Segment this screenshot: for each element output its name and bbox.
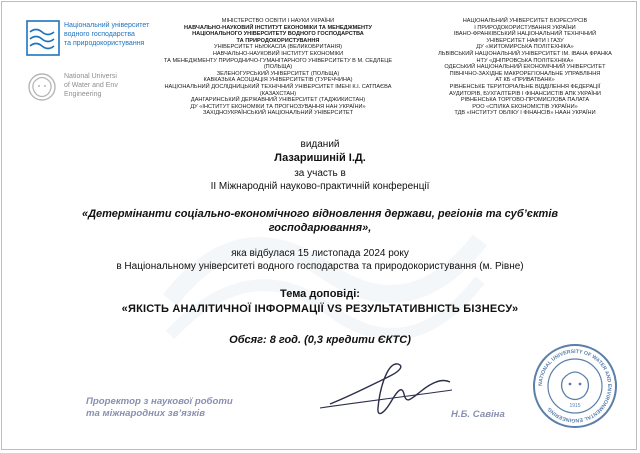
handwritten-signature (300, 356, 460, 426)
organizer-line: АТ КБ «ПРИВАТБАНК» (495, 77, 555, 84)
participation-label: за участь в (294, 168, 346, 179)
svg-text:NATIONAL UNIVERSITY OF WATER A (538, 349, 612, 423)
report-topic: «ЯКІСТЬ АНАЛІТИЧНОЇ ІНФОРМАЦІЇ VS РЕЗУЛЬТАТИВНІСТЬ БІЗНЕСУ» (121, 303, 519, 315)
university-seal (532, 343, 618, 429)
conference-title-line-1: «Детермінанти соціально-економічного відновлення держави, регіонів та суб’єктів (81, 208, 559, 220)
organizer-line: АУДИТОРІВ, БУХГАЛТЕРІВ І ФІНАНСИСТІВ АПК УКРАЇНИ (449, 90, 601, 97)
organizer-line: ДАНГАРИНСЬКИЙ ДЕРЖАВНИЙ УНІВЕРСИТЕТ (ТАДЖИКИСТАН) (190, 97, 366, 104)
organizer-line: ЛЬВІВСЬКИЙ НАЦІОНАЛЬНИЙ УНІВЕРСИТЕТ ІМ. ІВАНА ФРАНКА (438, 50, 612, 57)
issued-label: виданий (300, 139, 340, 150)
organizer-line: ДУ «ЖИТОМИРСЬКА ПОЛІТЕХНІКА» (476, 44, 574, 51)
seal-ring-text: NATIONAL UNIVERSITY OF WATER AND ENVIRONMENTAL ENGINEERING (537, 348, 613, 424)
signer-position-line-2: та міжнародних зв’язків (86, 408, 206, 419)
organizer-line: ТДВ «ІНСТИТУТ ОБЛІКУ І ФІНАНСІВ» НААН УКРАЇНИ (454, 110, 596, 117)
organizer-line: ОДЕСЬКИЙ НАЦІОНАЛЬНИЙ ЕКОНОМІЧНИЙ УНІВЕРСИТЕТ (444, 64, 606, 71)
topic-label: Тема доповіді: (280, 288, 360, 300)
organizer-line: НАЦІОНАЛЬНИЙ ДОСЛІДНИЦЬКИЙ ТЕХНІЧНИЙ УНІВЕРСИТЕТ ІМЕНІ К.І. САТПАЄВА (164, 83, 392, 90)
organizer-line: НАВЧАЛЬНО-НАУКОВИЙ ІНСТИТУТ ЕКОНОМІКИ ТА МЕНЕДЖМЕНТУ (184, 24, 372, 31)
organizer-line: ІВАНО-ФРАНКІВСЬКИЙ НАЦІОНАЛЬНИЙ ТЕХНІЧНИЙ (453, 31, 597, 38)
organizer-line: ЗАХІДНОУКРАЇНСЬКИЙ НАЦІОНАЛЬНИЙ УНІВЕРСИТЕТ (202, 110, 354, 117)
signer-position (86, 396, 233, 420)
credit-volume: Обсяг: 8 год. (0,3 кредити ЄКТС) (229, 334, 411, 346)
university-english-logo-text: National Universi of Water and Env Engineering (64, 73, 118, 98)
organizer-line: ТА МЕНЕДЖМЕНТУ ПРИРОДНИЧО-ГУМАНІТАРНОГО УНІВЕРСИТЕТУ В М. СЕДЛЕЦЕ (163, 57, 393, 64)
recipient-name: Лазаришиній І.Д. (274, 152, 366, 164)
organizer-line: РОО «СПІЛКА ЕКОНОМІСТІВ УКРАЇНИ» (472, 103, 578, 110)
conference-title-line-2: господарювання», (268, 222, 372, 234)
organizer-line: УНІВЕРСИТЕТ НЬЮКАСЛА (ВЕЛИКОБРИТАНІЯ) (214, 44, 342, 51)
conference-date: яка відбулася 15 листопада 2024 року (231, 248, 409, 259)
university-logo-text: Національний університет водного господарства та природокористування (64, 22, 150, 47)
organizer-line: (КАЗАХСТАН) (259, 90, 297, 97)
organizers-left-list (128, 18, 428, 117)
organizer-line: ПІВНІЧНО-ЗАХІДНЕ МАКРОРЕГІОНАЛЬНЕ УПРАВЛІННЯ (449, 70, 601, 77)
lion-logo-icon (26, 70, 58, 104)
conference-name: ІІ Міжнародній науково-практичній конференції (210, 181, 430, 192)
signer-name: Н.Б. Савіна (451, 409, 505, 420)
organizer-line: ДУ «ІНСТИТУТ ЕКОНОМІКИ ТА ПРОГНОЗУВАННЯ НАН УКРАЇНИ» (190, 103, 366, 110)
organizer-line: НАЦІОНАЛЬНИЙ УНІВЕРСИТЕТ БІОРЕСУРСІВ (462, 18, 588, 24)
organizer-line: КАВКАЗЬКА АСОЦІАЦІЯ УНІВЕРСИТЕТІВ (ТУРЕЧЧИНА) (203, 77, 353, 84)
organizer-line: НАЦІОНАЛЬНОГО УНІВЕРСИТЕТУ ВОДНОГО ГОСПОДАРСТВА (192, 31, 364, 38)
organizer-line: УНІВЕРСИТЕТ НАФТИ І ГАЗУ (486, 37, 564, 44)
organizer-line: РІВНЕНСЬКЕ ТЕРИТОРІАЛЬНЕ ВІДДІЛЕННЯ ФЕДЕРАЦІЇ (449, 83, 601, 90)
signer-position-line-1: Проректор з наукової роботи (86, 396, 233, 407)
organizers-right-list (412, 18, 638, 117)
organizer-line: ТА ПРИРОДОКОРИСТУВАННЯ (236, 37, 320, 44)
organizer-line: НТУ «ДНІПРОВСЬКА ПОЛІТЕХНІКА» (476, 57, 574, 64)
organizer-line: ЗЕЛЕНОГУРСЬКИЙ УНІВЕРСИТЕТ (ПОЛЬЩА) (216, 70, 340, 77)
conference-place: в Національному університеті водного господарства та природокористування (м. Рівне) (116, 261, 524, 272)
seal-year: 1915 (569, 403, 581, 409)
organizer-line: І ПРИРОДОКОРИСТУВАННЯ УКРАЇНИ (474, 24, 576, 31)
organizer-line: МІНІСТЕРСТВО ОСВІТИ І НАУКИ УКРАЇНИ (221, 18, 335, 24)
organizer-line: НАВЧАЛЬНО-НАУКОВИЙ ІНСТИТУТ ЕКОНОМІКИ (212, 50, 344, 57)
organizer-line: (ПОЛЬЩА) (263, 64, 293, 71)
organizer-line: РІВНЕНСЬКА ТОРГОВО-ПРОМИСЛОВА ПАЛАТА (460, 97, 590, 104)
wave-logo-icon (26, 20, 60, 56)
